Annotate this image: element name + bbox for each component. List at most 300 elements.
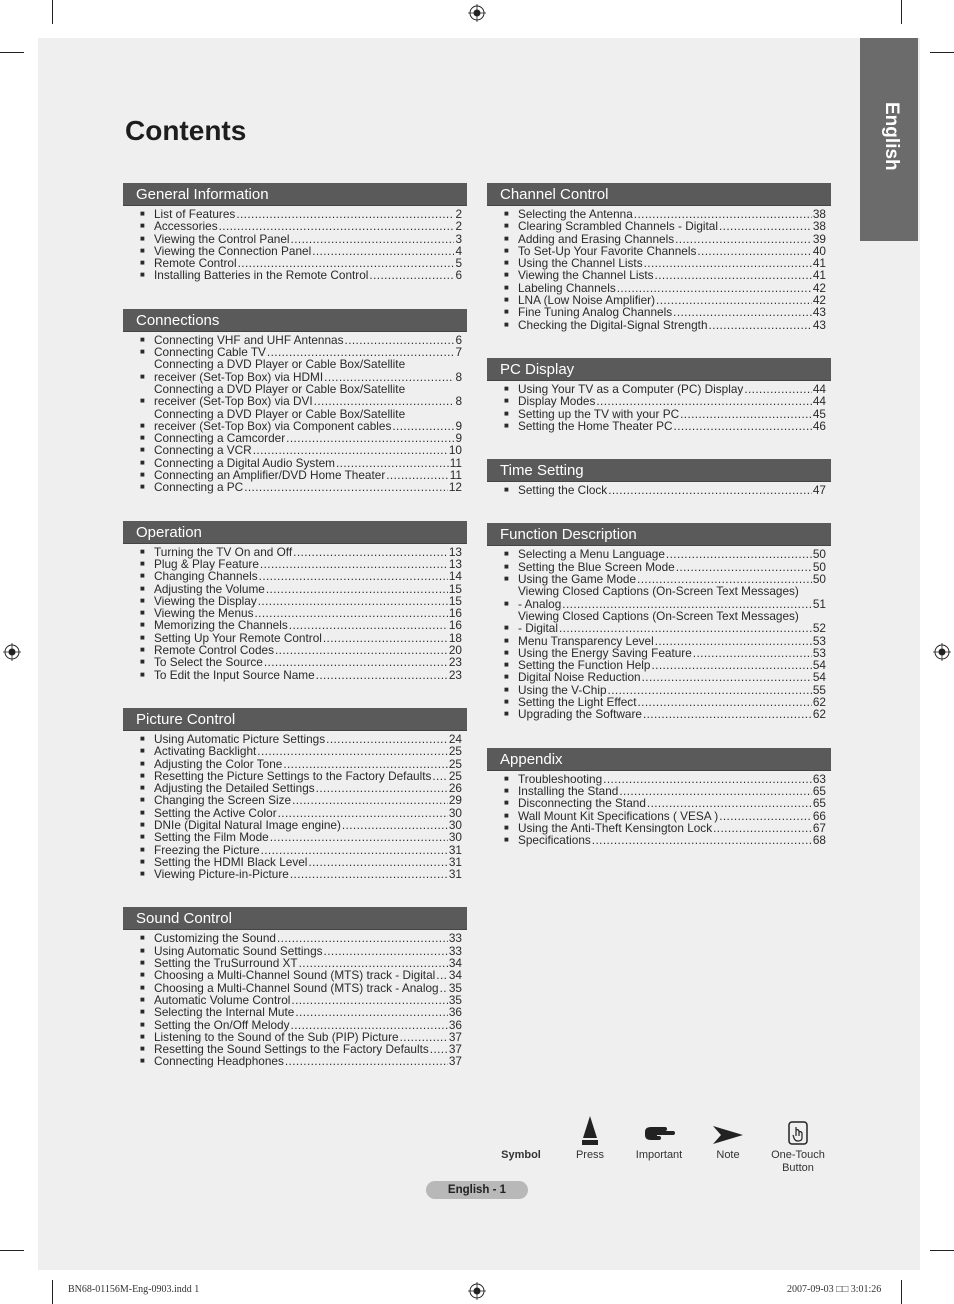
toc-entry-text: Clearing Scrambled Channels - Digital <box>518 219 718 234</box>
toc-page-number: 31 <box>448 842 462 857</box>
dot-leader <box>673 306 812 318</box>
toc-page-number: 46 <box>812 418 826 433</box>
footer-file-info: BN68-01156M-Eng-0903.indd 1 <box>68 1284 200 1295</box>
toc-entry-text: Using Your TV as a Computer (PC) Display <box>518 381 744 396</box>
toc-entry-text: Using the Energy Saving Feature <box>518 645 692 660</box>
dot-leader <box>719 810 812 822</box>
bullet-square-icon: ■ <box>140 1056 145 1066</box>
dot-leader <box>643 708 812 720</box>
crop-mark <box>930 52 954 53</box>
toc-entry-text: Customizing the Sound <box>154 931 276 946</box>
toc-entry[interactable] <box>123 868 467 880</box>
toc-entry[interactable] <box>123 408 467 433</box>
toc-entry[interactable] <box>123 383 467 408</box>
dot-leader <box>323 632 448 644</box>
bullet-square-icon: ■ <box>140 1044 145 1054</box>
dot-leader <box>275 644 448 656</box>
toc-entry-text: Digital Noise Reduction <box>518 670 641 685</box>
toc-entry-text: To Select the Source <box>154 655 263 670</box>
bullet-square-icon: ■ <box>140 795 145 805</box>
bullet-square-icon: ■ <box>140 746 145 756</box>
toc-left-column <box>123 183 467 1095</box>
toc-entry-text: Connecting a Camcorder <box>154 431 286 446</box>
bullet-square-icon: ■ <box>140 657 145 667</box>
crop-mark <box>52 0 53 24</box>
toc-entry-text: Connecting Cable TV <box>154 345 266 360</box>
legend-item-press <box>555 1110 625 1162</box>
section-header: Picture Control <box>123 708 467 731</box>
bullet-square-icon: ■ <box>504 270 509 280</box>
section-header: Channel Control <box>487 183 831 206</box>
crop-mark <box>0 1250 24 1251</box>
crop-mark <box>930 1250 954 1251</box>
toc-entry[interactable] <box>487 420 831 432</box>
dot-leader <box>680 408 812 420</box>
toc-entry-text: Installing the Stand <box>518 783 619 798</box>
toc-entry-text: Changing the Screen Size <box>154 793 292 808</box>
toc-right-column <box>487 183 831 873</box>
bullet-square-icon: ■ <box>140 770 145 780</box>
toc-page-number: 42 <box>812 293 826 308</box>
bullet-square-icon: ■ <box>140 334 145 344</box>
toc-entry-text: Setting the Active Color <box>154 805 277 820</box>
dot-leader <box>244 481 448 493</box>
dot-leader <box>719 220 812 232</box>
toc-page-number: 34 <box>448 968 462 983</box>
dot-leader <box>291 233 455 245</box>
toc-section <box>487 748 831 847</box>
toc-entry-text: Setting the TruSurround XT <box>154 956 298 971</box>
bullet-square-icon: ■ <box>504 295 509 305</box>
toc-entry[interactable] <box>487 408 831 420</box>
toc-page-number: 10 <box>448 443 462 458</box>
toc-entry[interactable] <box>487 635 831 647</box>
dot-leader <box>608 684 812 696</box>
toc-entry[interactable] <box>487 585 831 610</box>
pointing-hand-icon <box>643 1124 675 1146</box>
toc-entry-text: Using the V-Chip <box>518 682 607 697</box>
dot-leader <box>291 994 447 1006</box>
bullet-square-icon: ■ <box>504 672 509 682</box>
toc-page-number: 68 <box>812 833 826 848</box>
toc-entry[interactable] <box>487 395 831 407</box>
toc-page-number: 53 <box>812 645 826 660</box>
toc-entry-text: Connecting a VCR <box>154 443 252 458</box>
toc-entry[interactable] <box>123 269 467 281</box>
dot-leader <box>676 561 812 573</box>
toc-page-number: 50 <box>812 559 826 574</box>
bullet-square-icon: ■ <box>504 660 509 670</box>
toc-entry[interactable] <box>123 619 467 631</box>
bullet-square-icon: ■ <box>140 245 145 255</box>
bullet-square-icon: ■ <box>504 709 509 719</box>
toc-entry-text: Selecting the Antenna <box>518 207 633 221</box>
bullet-square-icon: ■ <box>140 832 145 842</box>
dot-leader <box>258 595 448 607</box>
toc-section <box>487 523 831 720</box>
toc-entry[interactable] <box>123 570 467 582</box>
toc-entry[interactable] <box>487 810 831 822</box>
toc-page-number: 37 <box>448 1054 462 1069</box>
toc-page-number: 55 <box>812 682 826 697</box>
toc-entry[interactable] <box>487 671 831 683</box>
toc-entry-text: receiver (Set-Top Box) via HDMI <box>154 369 324 384</box>
toc-entry[interactable] <box>487 610 831 635</box>
bullet-square-icon: ■ <box>140 420 145 430</box>
toc-entry-text: Specifications <box>518 833 591 848</box>
symbol-legend <box>490 1110 835 1180</box>
toc-page-number: 29 <box>448 793 462 808</box>
dot-leader <box>308 856 447 868</box>
dot-leader <box>260 558 448 570</box>
legend-item-note <box>693 1110 763 1162</box>
bullet-square-icon: ■ <box>140 758 145 768</box>
toc-entry-text: Automatic Volume Control <box>154 992 291 1007</box>
toc-entry-text: Using Automatic Sound Settings <box>154 943 323 958</box>
toc-page-number: 62 <box>812 707 826 722</box>
toc-entry[interactable] <box>123 481 467 493</box>
toc-entry-text-first-line: Viewing Closed Captions (On-Screen Text Messages) <box>518 584 799 599</box>
bullet-square-icon: ■ <box>140 608 145 618</box>
toc-entry[interactable] <box>123 758 467 770</box>
section-header: PC Display <box>487 358 831 381</box>
toc-entry[interactable] <box>123 656 467 668</box>
toc-entry-text: List of Features <box>154 207 236 221</box>
dot-leader <box>286 432 454 444</box>
dot-leader <box>713 822 812 834</box>
dot-leader <box>656 294 812 306</box>
dot-leader <box>293 546 448 558</box>
toc-page-number: 50 <box>812 547 826 562</box>
dot-leader <box>559 622 812 634</box>
toc-page-number: 25 <box>448 756 462 771</box>
dot-leader <box>386 469 449 481</box>
legend-item-important <box>624 1110 694 1162</box>
toc-entry-text: Installing Batteries in the Remote Control <box>154 268 369 283</box>
toc-entry-text: Resetting the Picture Settings to the Factory Defaults <box>154 768 432 783</box>
bullet-square-icon: ■ <box>504 773 509 783</box>
toc-entry-text: - Analog <box>518 596 562 611</box>
toc-entry-text: Setting the Function Help <box>518 658 651 673</box>
legend-title: Symbol <box>501 1149 541 1161</box>
toc-entry-text: Setting the Home Theater PC <box>518 418 673 433</box>
toc-entry[interactable] <box>123 669 467 681</box>
bullet-square-icon: ■ <box>140 869 145 879</box>
bullet-square-icon: ■ <box>140 669 145 679</box>
dot-leader <box>432 770 448 782</box>
toc-entry[interactable] <box>487 548 831 560</box>
dot-leader <box>314 395 455 407</box>
toc-page-number: 33 <box>448 931 462 946</box>
toc-entry[interactable] <box>487 708 831 720</box>
toc-entry-text: Connecting an Amplifier/DVD Home Theater <box>154 468 386 483</box>
toc-entry-text: DNIe (Digital Natural Image engine) <box>154 817 341 832</box>
crop-mark <box>52 1280 53 1304</box>
bullet-square-icon: ■ <box>504 408 509 418</box>
toc-entry-text: LNA (Low Noise Amplifier) <box>518 293 656 308</box>
dot-leader <box>638 696 812 708</box>
toc-entry[interactable] <box>487 319 831 331</box>
toc-entry[interactable] <box>123 794 467 806</box>
toc-page-number: 2 <box>455 219 462 234</box>
legend-label: Press <box>575 1149 605 1161</box>
toc-section <box>123 708 467 881</box>
toc-entry-text: Setting the Blue Screen Mode <box>518 559 675 574</box>
toc-entry-text: Setting the On/Off Melody <box>154 1017 290 1032</box>
bullet-square-icon: ■ <box>140 620 145 630</box>
toc-entry[interactable] <box>487 269 831 281</box>
bullet-square-icon: ■ <box>140 571 145 581</box>
dot-leader <box>709 319 812 331</box>
toc-page-number: 38 <box>812 219 826 234</box>
bullet-square-icon: ■ <box>140 982 145 992</box>
toc-page-number: 40 <box>812 243 826 258</box>
toc-page-number: 31 <box>448 867 462 882</box>
dot-leader <box>257 745 448 757</box>
bullet-square-icon: ■ <box>140 347 145 357</box>
toc-entry[interactable] <box>487 220 831 232</box>
dot-leader <box>292 794 448 806</box>
toc-page-number: 30 <box>448 830 462 845</box>
toc-entry[interactable] <box>487 797 831 809</box>
bullet-square-icon: ■ <box>140 233 145 243</box>
toc-entry-text: - Digital <box>518 621 558 636</box>
toc-page-number: 12 <box>448 480 462 495</box>
toc-entry-text: Viewing Picture-in-Picture <box>154 867 289 882</box>
toc-page-number: 11 <box>449 455 462 470</box>
toc-entry-text: Choosing a Multi-Channel Sound (MTS) track - Digital <box>154 968 436 983</box>
toc-page-number: 39 <box>812 231 826 246</box>
toc-entry-text-first-line: Connecting a DVD Player or Cable Box/Satellite <box>154 381 406 396</box>
toc-page-number: 9 <box>455 431 462 446</box>
toc-entry[interactable] <box>123 1006 467 1018</box>
bullet-square-icon: ■ <box>140 558 145 568</box>
toc-entry[interactable] <box>487 834 831 846</box>
toc-section <box>487 459 831 496</box>
bullet-square-icon: ■ <box>140 844 145 854</box>
bullet-square-icon: ■ <box>504 549 509 559</box>
legend-item-one-touch <box>763 1110 833 1175</box>
bullet-square-icon: ■ <box>504 307 509 317</box>
bullet-square-icon: ■ <box>140 457 145 467</box>
bullet-square-icon: ■ <box>140 433 145 443</box>
toc-entry[interactable] <box>487 484 831 496</box>
bullet-square-icon: ■ <box>504 835 509 845</box>
toc-page-number: 42 <box>812 280 826 295</box>
toc-entry[interactable] <box>123 932 467 944</box>
toc-entry-text: Activating Backlight <box>154 744 257 759</box>
toc-entry-text: Display Modes <box>518 394 596 409</box>
bullet-square-icon: ■ <box>504 697 509 707</box>
bullet-square-icon: ■ <box>140 445 145 455</box>
toc-entry[interactable] <box>123 358 467 383</box>
toc-entry-text: Changing Channels <box>154 569 258 584</box>
toc-entry[interactable] <box>123 1055 467 1067</box>
toc-entry-text: Adjusting the Volume <box>154 581 265 596</box>
dot-leader <box>289 619 448 631</box>
dot-leader <box>326 733 448 745</box>
registration-mark-icon <box>933 643 951 661</box>
toc-entry-text: receiver (Set-Top Box) via Component cables <box>154 418 392 433</box>
toc-page-number: 33 <box>448 943 462 958</box>
toc-entry[interactable] <box>123 444 467 456</box>
toc-entry-text: Upgrading the Software <box>518 707 642 722</box>
dot-leader <box>295 1006 448 1018</box>
toc-entry-text: Accessories <box>154 219 218 234</box>
toc-page-number: 6 <box>455 268 462 283</box>
toc-entry-text-first-line: Viewing Closed Captions (On-Screen Text Messages) <box>518 608 799 623</box>
bullet-square-icon: ■ <box>504 282 509 292</box>
bullet-square-icon: ■ <box>504 647 509 657</box>
bullet-square-icon: ■ <box>504 623 509 633</box>
toc-page-number: 26 <box>448 781 462 796</box>
page-title: Contents <box>125 115 247 146</box>
toc-page-number: 41 <box>812 268 826 283</box>
dot-leader <box>647 797 812 809</box>
dot-leader <box>666 548 812 560</box>
toc-page-number: 23 <box>448 655 462 670</box>
toc-entry-text: Connecting VHF and UHF Antennas <box>154 332 344 347</box>
bullet-square-icon: ■ <box>140 958 145 968</box>
language-tab-label: English <box>881 102 902 171</box>
toc-page-number: 41 <box>812 256 826 271</box>
toc-page-number: 65 <box>812 796 826 811</box>
toc-page-number: 7 <box>455 345 462 360</box>
bullet-square-icon: ■ <box>504 822 509 832</box>
bullet-square-icon: ■ <box>140 396 145 406</box>
bullet-square-icon: ■ <box>504 635 509 645</box>
dot-leader <box>316 782 448 794</box>
toc-page-number: 8 <box>455 369 462 384</box>
bullet-square-icon: ■ <box>504 209 509 218</box>
toc-entry-text: Listening to the Sound of the Sub (PIP) Picture <box>154 1029 399 1044</box>
bullet-square-icon: ■ <box>140 258 145 268</box>
toc-entry-text: Using Automatic Picture Settings <box>154 731 326 746</box>
toc-page-number: 63 <box>812 771 826 786</box>
toc-page-number: 36 <box>448 1017 462 1032</box>
toc-page-number: 62 <box>812 695 826 710</box>
toc-page-number: 44 <box>812 381 826 396</box>
toc-page-number: 23 <box>448 667 462 682</box>
toc-entry[interactable] <box>487 306 831 318</box>
dot-leader <box>277 932 448 944</box>
dot-leader <box>253 444 448 456</box>
toc-page-number: 44 <box>812 394 826 409</box>
toc-page-number: 30 <box>448 805 462 820</box>
toc-page-number: 18 <box>448 630 462 645</box>
bullet-square-icon: ■ <box>140 1019 145 1029</box>
toc-entry-text: Turning the TV On and Off <box>154 544 293 559</box>
bullet-square-icon: ■ <box>140 933 145 943</box>
dot-leader <box>693 647 812 659</box>
bullet-square-icon: ■ <box>140 783 145 793</box>
toc-entry-text: Viewing the Display <box>154 593 257 608</box>
toc-entry-text: Setting Up Your Remote Control <box>154 630 322 645</box>
registration-mark-icon <box>468 4 486 22</box>
toc-entry-text-first-line: Connecting a DVD Player or Cable Box/Satellite <box>154 406 406 421</box>
toc-entry[interactable] <box>123 1019 467 1031</box>
toc-page-number: 16 <box>448 606 462 621</box>
dot-leader <box>291 1019 448 1031</box>
legend-label: One-Touch Button <box>771 1149 825 1174</box>
toc-page-number: 5 <box>455 256 462 271</box>
toc-page-number: 11 <box>449 468 462 483</box>
toc-page-number: 35 <box>448 992 462 1007</box>
toc-page-number: 65 <box>812 783 826 798</box>
toc-entry-text: Remote Control Codes <box>154 643 274 658</box>
bullet-square-icon: ■ <box>504 245 509 255</box>
bullet-square-icon: ■ <box>140 994 145 1004</box>
toc-page-number: 37 <box>448 1042 462 1057</box>
dot-leader <box>285 1055 448 1067</box>
toc-page-number: 25 <box>448 744 462 759</box>
toc-page-number: 67 <box>812 820 826 835</box>
toc-entry-text: Resetting the Sound Settings to the Factory Defaults <box>154 1042 429 1057</box>
bullet-square-icon: ■ <box>140 970 145 980</box>
toc-entry[interactable] <box>123 220 467 232</box>
bullet-square-icon: ■ <box>140 595 145 605</box>
toc-page-number: 45 <box>812 406 826 421</box>
toc-entry-text: Using the Game Mode <box>518 572 637 587</box>
bullet-square-icon: ■ <box>504 396 509 406</box>
page-number: English - 1 <box>426 1181 528 1199</box>
toc-entry[interactable] <box>123 583 467 595</box>
bullet-square-icon: ■ <box>504 810 509 820</box>
toc-section <box>123 183 467 282</box>
section-header: General Information <box>123 183 467 206</box>
toc-entry-text: Remote Control <box>154 256 237 271</box>
toc-page-number: 25 <box>448 768 462 783</box>
section-header: Time Setting <box>487 459 831 482</box>
crop-mark <box>0 52 24 53</box>
footer-timestamp: 2007-09-03 □□ 3:01:26 <box>787 1284 882 1295</box>
bullet-square-icon: ■ <box>140 371 145 381</box>
dot-leader <box>697 245 812 257</box>
toc-page-number: 38 <box>812 207 826 221</box>
toc-page-number: 24 <box>448 731 462 746</box>
toc-entry-text: Plug & Play Feature <box>154 556 259 571</box>
toc-page-number: 43 <box>812 317 826 332</box>
toc-section <box>487 358 831 432</box>
toc-entry[interactable] <box>123 745 467 757</box>
toc-entry-text: Using the Channel Lists <box>518 256 643 271</box>
dot-leader <box>219 220 455 232</box>
toc-section <box>123 309 467 494</box>
toc-entry-text: Setting the Film Mode <box>154 830 269 845</box>
toc-entry[interactable] <box>123 969 467 981</box>
dot-leader <box>316 669 448 681</box>
toc-entry-text: Setting up the TV with your PC <box>518 406 680 421</box>
bullet-square-icon: ■ <box>504 383 509 393</box>
bullet-square-icon: ■ <box>140 632 145 642</box>
toc-page-number: 13 <box>448 544 462 559</box>
toc-page-number: 30 <box>448 817 462 832</box>
toc-entry-text: Setting the HDMI Black Level <box>154 854 308 869</box>
toc-page-number: 9 <box>455 418 462 433</box>
bullet-square-icon: ■ <box>140 1007 145 1017</box>
toc-page-number: 14 <box>448 569 462 584</box>
toc-page-number: 3 <box>455 231 462 246</box>
bullet-square-icon: ■ <box>140 945 145 955</box>
toc-page-number: 15 <box>448 581 462 596</box>
language-tab <box>860 38 918 241</box>
toc-entry-text: Choosing a Multi-Channel Sound (MTS) track - Analog <box>154 980 439 995</box>
toc-entry-text: Troubleshooting <box>518 771 603 786</box>
bullet-square-icon: ■ <box>140 482 145 492</box>
toc-page-number: 53 <box>812 633 826 648</box>
toc-entry-text: receiver (Set-Top Box) via DVI <box>154 394 313 409</box>
toc-entry[interactable] <box>123 831 467 843</box>
